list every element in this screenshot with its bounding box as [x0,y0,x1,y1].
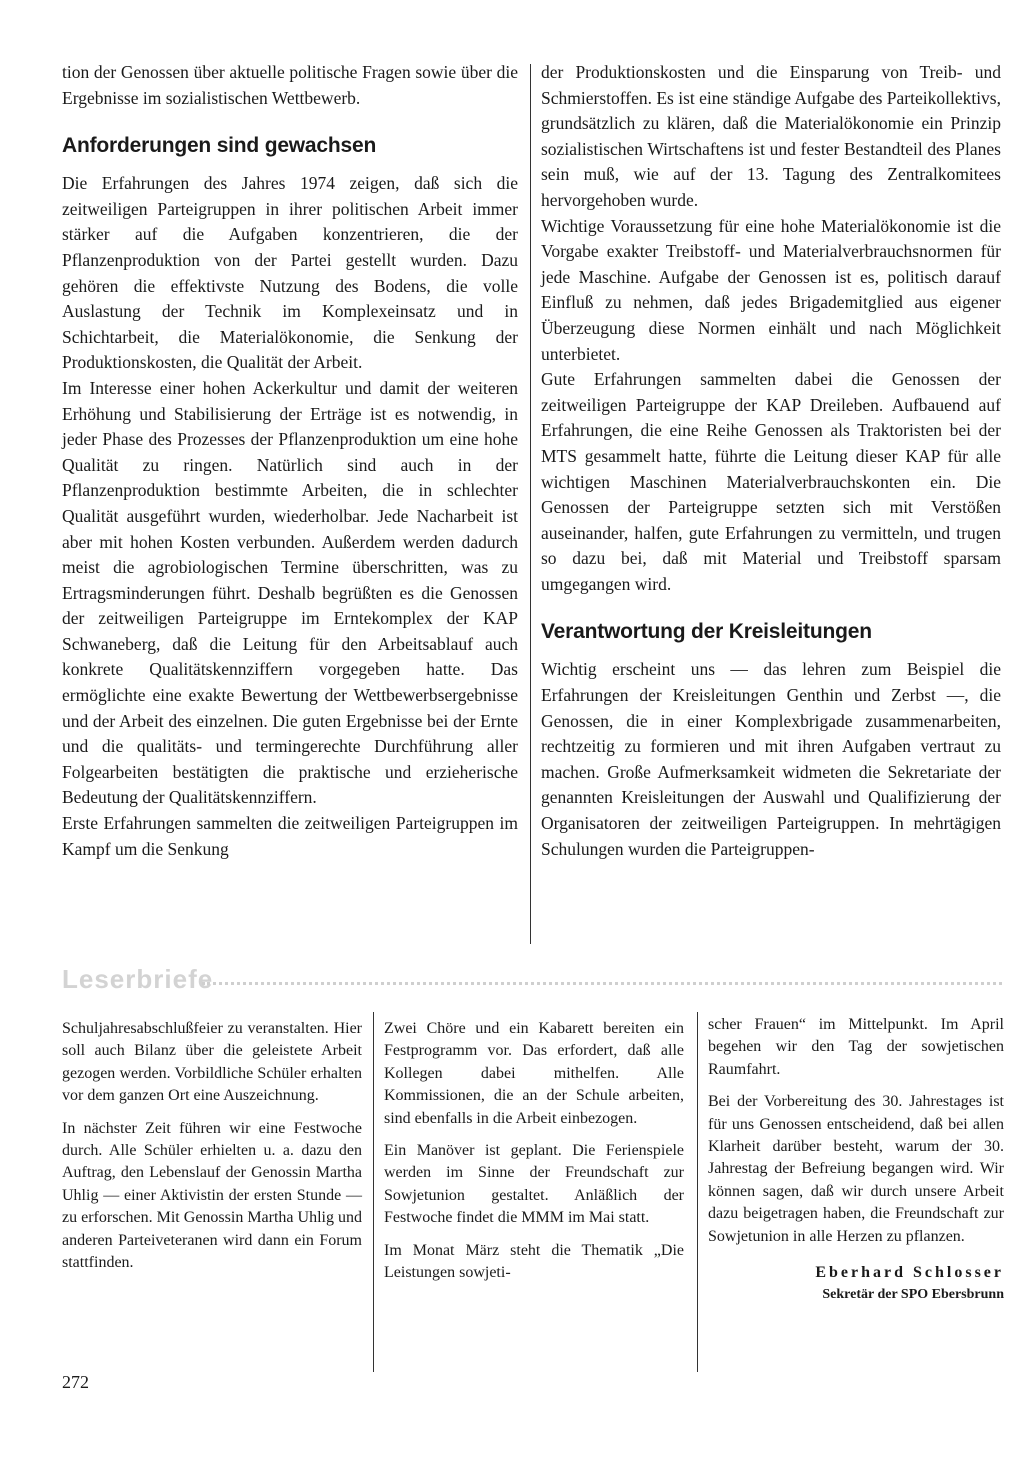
article-paragraph: Wichtige Voraussetzung für eine hohe Materialökonomie ist die Vorgabe exakter Treibstoff- und Materialverbrauchsnormen für jede Maschine. Aufgabe der Genossen ist es, politisch darauf Einfluß zu nehmen, daß jedes Brigademitglied aus eigener Überzeugung diese Normen einhält und nach Möglichkeit unterbietet. [541,215,1001,364]
signature-block [708,1262,1004,1306]
letters-column-divider [373,1012,374,1372]
letter-paragraph: Schuljahresabschlußfeier zu veranstalten. Hier soll auch Bilanz über die geleistete Arbeit gezogen werden. Vorbildliche Schüler erhalten vor dem ganzen Ort eine Auszeichnung. [62,1020,362,1105]
letters-column-divider [697,1012,698,1372]
letter-paragraph: Ein Manöver ist geplant. Die Ferienspiele werden im Sinne der Freundschaft zur Sowjetunion gestaltet. Anläßlich der Festwoche findet die MMM im Mai statt. [384,1142,684,1227]
letters-column-2 [384,1018,684,1294]
article-column-right [541,60,1001,862]
letter-paragraph: In nächster Zeit führen wir eine Festwoche durch. Alle Schüler erhielten u. a. dazu den Auftrag, den Lebenslauf der Genossin Martha Uhlig — einer Aktivistin der ersten Stunde — zu erforschen. Mit Genossin Martha Uhlig und anderen Parteiveteranen wird dann ein Forum stattfinden. [62,1119,362,1272]
section-heading: Verantwortung der Kreisleitungen [541,620,872,644]
letter-paragraph: Im Monat März steht die Thematik „Die Leistungen sowjeti- [384,1241,684,1282]
page-number: 272 [62,1372,89,1392]
article-paragraph: Im Interesse einer hohen Ackerkultur und damit der weiteren Erhöhung und Stabilisierung der Erträge ist es notwendig, in jeder Phase des Prozesses der Pflanzenproduktion um eine hohe Qualität zu ringen. Natürlich sind auch in der Pflanzenproduktion bestimmte Arbeiten, die in schlechter Qualität ausgeführt wurden, wiederholbar. Jede Nacharbeit ist aber mit hohen Kosten verbunden. Außerdem werden dadurch meist die agrobiologischen Termine überschritten, was zu Ertragsminderungen führt. Deshalb begrüßten es die Genossen der zeitweiligen Parteigruppe im Erntekomplex der KAP Schwaneberg, daß die Leitung für den Arbeitsablauf auch konkrete Qualitätskennziffern vorgegeben hatte. Das ermöglichte eine exakte Bewertung der Wettbewerbsergebnisse und der Arbeit des einzelnen. Die guten Ergebnisse bei der Ernte und die qualitäts- und termingerechte Durchführung aller Folgearbeiten bestätigten die praktische und erzieherische Bedeutung der Qualitätskennziffern. [62,377,518,808]
letters-section-label: Leserbriefe [62,964,214,994]
letters-column-1 [62,1018,362,1284]
article-paragraph: tion der Genossen über aktuelle politische Fragen sowie über die Ergebnisse im sozialistischen Wettbewerb. [62,62,518,108]
section-heading: Anforderungen sind gewachsen [62,134,377,158]
column-divider [530,64,531,944]
article-paragraph: Wichtig erscheint uns — das lehren zum Beispiel die Erfahrungen der Kreisleitungen Genthin und Zerbst —, die Genossen, die in einer Komplexbrigade zusammenarbeiten, rechtzeitig zu formieren und mit ihren Aufgaben vertraut zu machen. Große Aufmerksamkeit widmeten die Sekretariate der genannten Kreisleitungen der Auswahl und Qualifizierung der Organisatoren der zeitweiligen Parteigruppen. In mehrtägigen Schulungen wurden die Parteigruppen- [541,659,1001,859]
article-paragraph: Erste Erfahrungen sammelten die zeitweiligen Parteigruppen im Kampf um die Senkung [62,813,518,859]
letter-paragraph: Zwei Chöre und ein Kabarett bereiten ein Festprogramm vor. Das erfordert, daß alle Kollegen dabei mithelfen. Alle Kommissionen, die an der Schule arbeiten, sind ebenfalls in die Arbeit einbezogen. [384,1020,684,1127]
letter-paragraph: scher Frauen“ im Mittelpunkt. Im April begehen wir den Tag der sowjetischen Raumfahrt. [708,1016,1004,1078]
letters-section-header [62,962,1002,1002]
signature-role: Sekretär der SPO Ebersbrunn [822,1287,1004,1303]
dotted-rule [202,982,1002,985]
article-paragraph: der Produktionskosten und die Einsparung von Treib- und Schmierstoffen. Es ist eine ständige Aufgabe des Parteikollektivs, grundsätzlich zu klären, daß die Materialökonomie ein Prinzip sozialistischen Wirtschaftens ist und fester Bestandteil des Planes sein muß, wie auf der 13. Tagung des Zentralkomitees hervorgehoben wurde. [541,62,1001,210]
article-column-left [62,60,518,862]
article-paragraph: Gute Erfahrungen sammelten dabei die Genossen der zeitweiligen Parteigruppe der KAP Dreileben. Aufbauend auf Erfahrungen, die eine Reihe Genossen als Traktoristen bei der MTS gesammelt hatte, führte die Leitung dieser KAP für alle wichtigen Maschinen Materialverbrauchskonten ein. Die Genossen der Parteigruppe setzten sich mit Verstößen auseinander, halfen, gute Erfahrungen zu vermitteln, und trugen so dazu bei, daß mit Material und Treibstoff sparsam umgegangen wird. [541,369,1001,594]
signature-name: Eberhard Schlosser [815,1264,1004,1282]
letter-paragraph: Bei der Vorbereitung des 30. Jahrestages ist für uns Genossen entscheidend, daß bei allen Klarheit darüber besteht, warum der 30. Jahrestag der Befreiung begangen wird. Wir können sagen, daß wir durch unsere Arbeit dazu beigetragen haben, die Freundschaft zur Sowjetunion in alle Herzen zu pflanzen. [708,1093,1004,1245]
article-paragraph: Die Erfahrungen des Jahres 1974 zeigen, daß sich die zeitweiligen Parteigruppen in ihrer politischen Arbeit immer stärker auf die Aufgaben konzentrieren, die der Pflanzenproduktion von der Partei gestellt wurden. Dazu gehören die effektivste Nutzung des Bodens, die volle Auslastung der Technik im Komplexeinsatz und in Schichtarbeit, die Materialökonomie, die Senkung der Produktionskosten, die Qualität der Arbeit. [62,173,518,373]
letters-column-3 [708,1014,1004,1306]
